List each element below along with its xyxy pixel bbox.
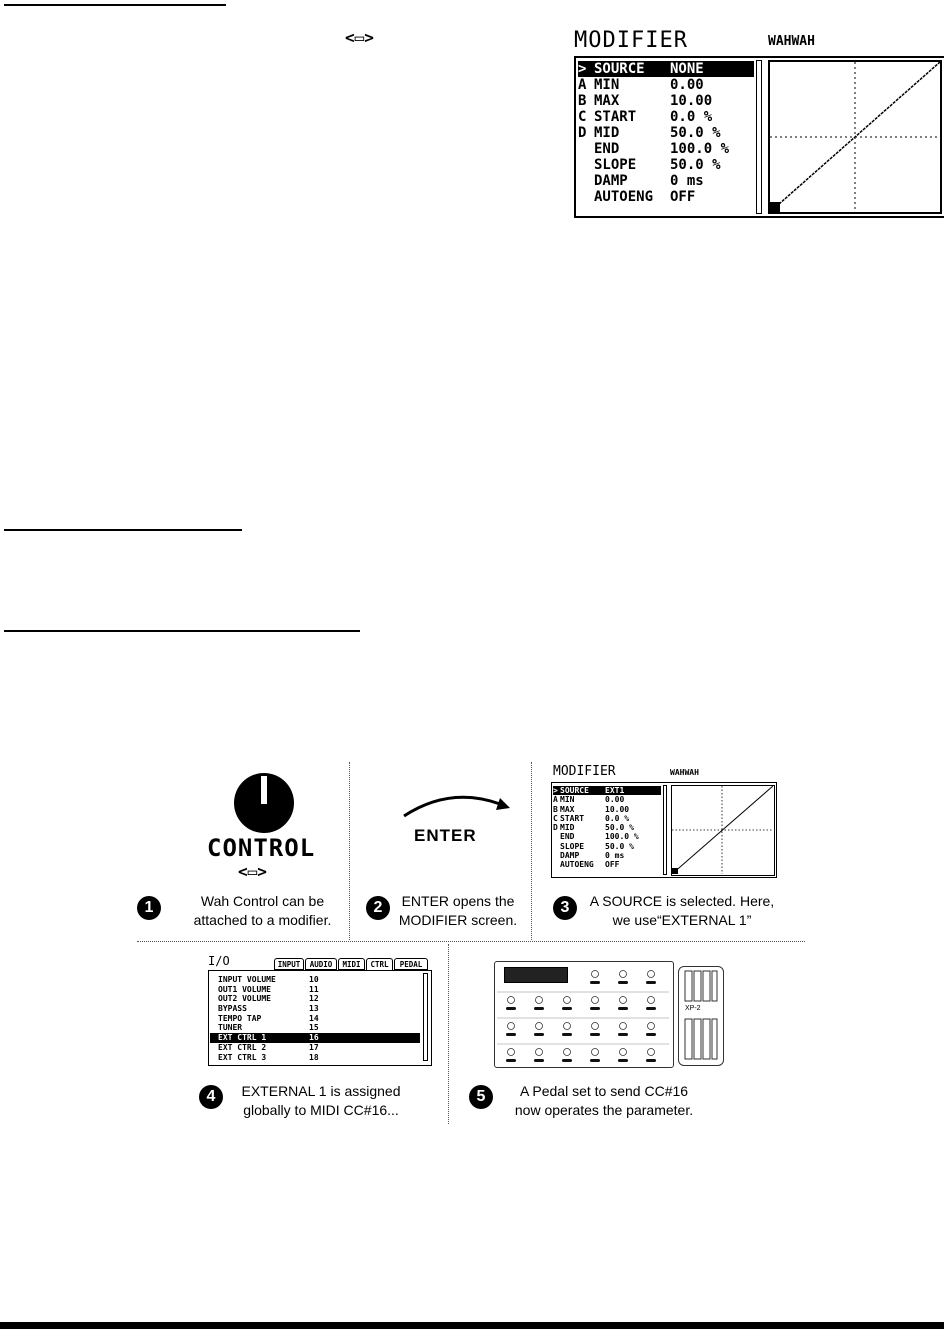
footswitch-led: [534, 1059, 544, 1062]
io-label: EXT CTRL 2: [218, 1042, 267, 1052]
param-value: OFF: [670, 189, 696, 205]
param-row[interactable]: [578, 189, 754, 205]
io-row[interactable]: [210, 1043, 420, 1053]
footswitch: [508, 1049, 515, 1056]
io-value: 10: [309, 975, 319, 984]
knob-label: CONTROL: [207, 834, 316, 862]
io-label: OUT1 VOLUME: [218, 984, 271, 994]
param-label: SOURCE: [594, 61, 645, 77]
param-value: 0.0 %: [605, 813, 630, 823]
io-value: 11: [309, 984, 319, 994]
step-1: [137, 762, 349, 940]
footswitch: [620, 997, 627, 1004]
footswitch: [508, 1023, 515, 1030]
tab-audio[interactable]: AUDIO: [305, 958, 337, 970]
param-label: MAX: [594, 93, 620, 109]
io-value: 13: [309, 1004, 319, 1014]
io-label: BYPASS: [218, 1004, 247, 1014]
footswitch-led: [506, 1059, 516, 1062]
param-value: 100.0 %: [605, 832, 639, 842]
page-footer-rule: [0, 1322, 944, 1329]
param-label: DAMP: [594, 173, 628, 189]
scrollbar[interactable]: [756, 60, 762, 214]
param-label: MID: [560, 823, 575, 833]
io-row[interactable]: [210, 975, 420, 985]
param-row[interactable]: [553, 805, 661, 814]
io-row[interactable]: [210, 994, 420, 1004]
footswitch-led: [618, 1033, 628, 1036]
scrollbar[interactable]: [663, 785, 667, 875]
modifier-curve-graph-small: [671, 785, 775, 876]
param-key: B: [553, 804, 558, 814]
tab-pedal[interactable]: PEDAL: [394, 958, 428, 970]
footswitch-led: [534, 1007, 544, 1010]
param-label: END: [560, 832, 575, 842]
param-row[interactable]: [553, 823, 661, 832]
param-value: 0.00: [605, 795, 625, 805]
footswitch: [508, 997, 515, 1004]
param-key: C: [553, 813, 558, 823]
param-value: OFF: [605, 860, 620, 870]
control-knob-icon: [233, 772, 295, 834]
footswitch-led: [506, 1033, 516, 1036]
param-label: MIN: [560, 795, 575, 805]
foot-controller-image: [494, 961, 674, 1068]
param-value: 0.00: [670, 77, 704, 93]
io-value: 17: [309, 1042, 319, 1052]
modifier-effect-name: WAHWAH: [768, 34, 815, 49]
heading-underline-1: [4, 4, 226, 6]
heading-underline-2: [4, 529, 242, 531]
io-row[interactable]: [210, 1004, 420, 1014]
param-row[interactable]: [553, 786, 661, 795]
param-value: 50.0 %: [605, 823, 634, 833]
io-value: 18: [309, 1052, 319, 1062]
footswitch: [536, 1049, 543, 1056]
footswitch-led: [534, 1033, 544, 1036]
param-row[interactable]: [578, 125, 754, 141]
footswitch: [564, 1023, 571, 1030]
param-value: EXT1: [605, 786, 625, 795]
step-number-5: 5: [469, 1085, 493, 1109]
param-row[interactable]: [578, 109, 754, 125]
modifier-curve-graph: [768, 60, 942, 214]
param-key: C: [578, 109, 587, 125]
modifier-screen-large: [572, 28, 944, 218]
io-tab-bar: [274, 958, 432, 970]
io-value: 15: [309, 1023, 319, 1033]
param-row[interactable]: [578, 77, 754, 93]
param-value: 0 ms: [670, 173, 704, 189]
footswitch-led: [646, 1033, 656, 1036]
param-key: A: [578, 77, 587, 93]
footswitch: [620, 971, 627, 978]
param-label: MID: [594, 125, 620, 141]
step-number-3: 3: [553, 896, 577, 920]
footswitch-led: [562, 1007, 572, 1010]
footswitch: [564, 997, 571, 1004]
footswitch-led: [562, 1033, 572, 1036]
param-value: 50.0 %: [670, 157, 721, 173]
control-glyph-inline: <▭>: [345, 28, 374, 47]
param-row[interactable]: [578, 61, 754, 77]
param-value: 0 ms: [605, 851, 625, 861]
step-number-1: 1: [137, 896, 161, 920]
footswitch: [592, 1023, 599, 1030]
param-row[interactable]: [578, 157, 754, 173]
footswitch-led: [646, 1059, 656, 1062]
param-row[interactable]: [553, 851, 661, 860]
footswitch-led: [590, 981, 600, 984]
param-value: 100.0 %: [670, 141, 730, 157]
param-label: MAX: [560, 804, 575, 814]
expression-pedal-image: [678, 966, 724, 1066]
footswitch: [648, 1023, 655, 1030]
footswitch-led: [646, 981, 656, 984]
heading-underline-3: [4, 630, 360, 632]
footswitch: [648, 971, 655, 978]
param-row[interactable]: [553, 832, 661, 841]
param-label: AUTOENG: [560, 860, 594, 870]
io-row[interactable]: [210, 1053, 420, 1063]
step-3: [532, 762, 805, 940]
param-row[interactable]: [553, 814, 661, 823]
io-label: EXT CTRL 1: [218, 1033, 267, 1043]
pedal-label: XP-2: [685, 1005, 701, 1012]
footswitch-led: [562, 1059, 572, 1062]
tab-input[interactable]: INPUT: [274, 958, 304, 970]
step-2: [350, 762, 531, 940]
param-label: END: [594, 141, 620, 157]
param-value: 10.00: [670, 93, 713, 109]
param-label: START: [560, 813, 585, 823]
modifier-title: MODIFIER: [574, 28, 688, 53]
enter-arrow-icon: [400, 784, 520, 824]
io-row[interactable]: [210, 985, 420, 995]
modifier-param-list-small: [551, 782, 777, 878]
footswitch: [592, 971, 599, 978]
io-label: INPUT VOLUME: [218, 975, 276, 984]
footswitch-led: [646, 1007, 656, 1010]
param-row[interactable]: [553, 860, 661, 869]
io-label: TUNER: [218, 1023, 243, 1033]
io-label: EXT CTRL 3: [218, 1052, 267, 1062]
param-label: SLOPE: [560, 841, 585, 851]
param-label: START: [594, 109, 637, 125]
io-row[interactable]: [210, 1014, 420, 1024]
knob-glyph: <▭>: [238, 862, 267, 881]
param-key: >: [578, 61, 587, 77]
param-value: 50.0 %: [670, 125, 721, 141]
param-label: SOURCE: [560, 786, 589, 795]
io-value: 12: [309, 994, 319, 1004]
step-4-caption: EXTERNAL 1 is assigned globally to MIDI CC#16...: [241, 1083, 401, 1118]
param-value: 0.0 %: [670, 109, 713, 125]
tab-midi[interactable]: MIDI: [338, 958, 365, 970]
footswitch: [592, 1049, 599, 1056]
footswitch-led: [618, 1007, 628, 1010]
footswitch: [536, 1023, 543, 1030]
step-5: [449, 944, 739, 1124]
step-2-caption: ENTER opens the MODIFIER screen.: [398, 893, 518, 928]
enter-button-label: ENTER: [414, 826, 477, 845]
param-row[interactable]: [578, 141, 754, 157]
step-number-4: 4: [199, 1085, 223, 1109]
step-4: [190, 944, 448, 1124]
footswitch: [536, 997, 543, 1004]
param-row[interactable]: [553, 795, 661, 804]
modifier-param-list: [574, 56, 944, 218]
footswitch: [648, 997, 655, 1004]
step-5-caption: A Pedal set to send CC#16 now operates the parameter.: [514, 1083, 694, 1118]
footswitch: [620, 1049, 627, 1056]
footswitch: [648, 1049, 655, 1056]
footswitch-led: [618, 981, 628, 984]
io-row[interactable]: [210, 1023, 420, 1033]
param-label: AUTOENG: [594, 189, 654, 205]
io-value: 14: [309, 1013, 319, 1023]
param-key: D: [553, 823, 558, 833]
param-key: A: [553, 795, 558, 805]
step-1-caption: Wah Control can be attached to a modifier.: [193, 893, 332, 928]
param-row[interactable]: [553, 842, 661, 851]
param-row[interactable]: [578, 173, 754, 189]
param-key: >: [553, 786, 558, 795]
io-row[interactable]: [210, 1033, 420, 1043]
io-param-list: [208, 970, 432, 1066]
step-number-2: 2: [366, 896, 390, 920]
param-label: SLOPE: [594, 157, 637, 173]
modifier-title-small: MODIFIER: [553, 764, 616, 779]
footswitch-led: [590, 1033, 600, 1036]
tab-ctrl[interactable]: CTRL: [366, 958, 393, 970]
footswitch: [564, 1049, 571, 1056]
param-value: NONE: [670, 61, 704, 77]
param-value: 10.00: [605, 804, 630, 814]
footswitch: [620, 1023, 627, 1030]
footswitch-led: [590, 1059, 600, 1062]
param-value: 50.0 %: [605, 841, 634, 851]
param-label: MIN: [594, 77, 620, 93]
footswitch-led: [506, 1007, 516, 1010]
io-value: 16: [309, 1033, 319, 1043]
footswitch-led: [590, 1007, 600, 1010]
param-label: DAMP: [560, 851, 580, 861]
scrollbar[interactable]: [423, 973, 428, 1061]
modifier-effect-small: WAHWAH: [670, 768, 699, 777]
footswitch: [592, 997, 599, 1004]
param-key: D: [578, 125, 587, 141]
step-3-caption: A SOURCE is selected. Here, we use“EXTERNAL 1”: [589, 893, 775, 928]
footswitch-led: [618, 1059, 628, 1062]
io-label: TEMPO TAP: [218, 1013, 262, 1023]
param-key: B: [578, 93, 587, 109]
io-title: I/O: [208, 954, 230, 968]
param-row[interactable]: [578, 93, 754, 109]
io-label: OUT2 VOLUME: [218, 994, 271, 1004]
divider: [137, 941, 805, 942]
